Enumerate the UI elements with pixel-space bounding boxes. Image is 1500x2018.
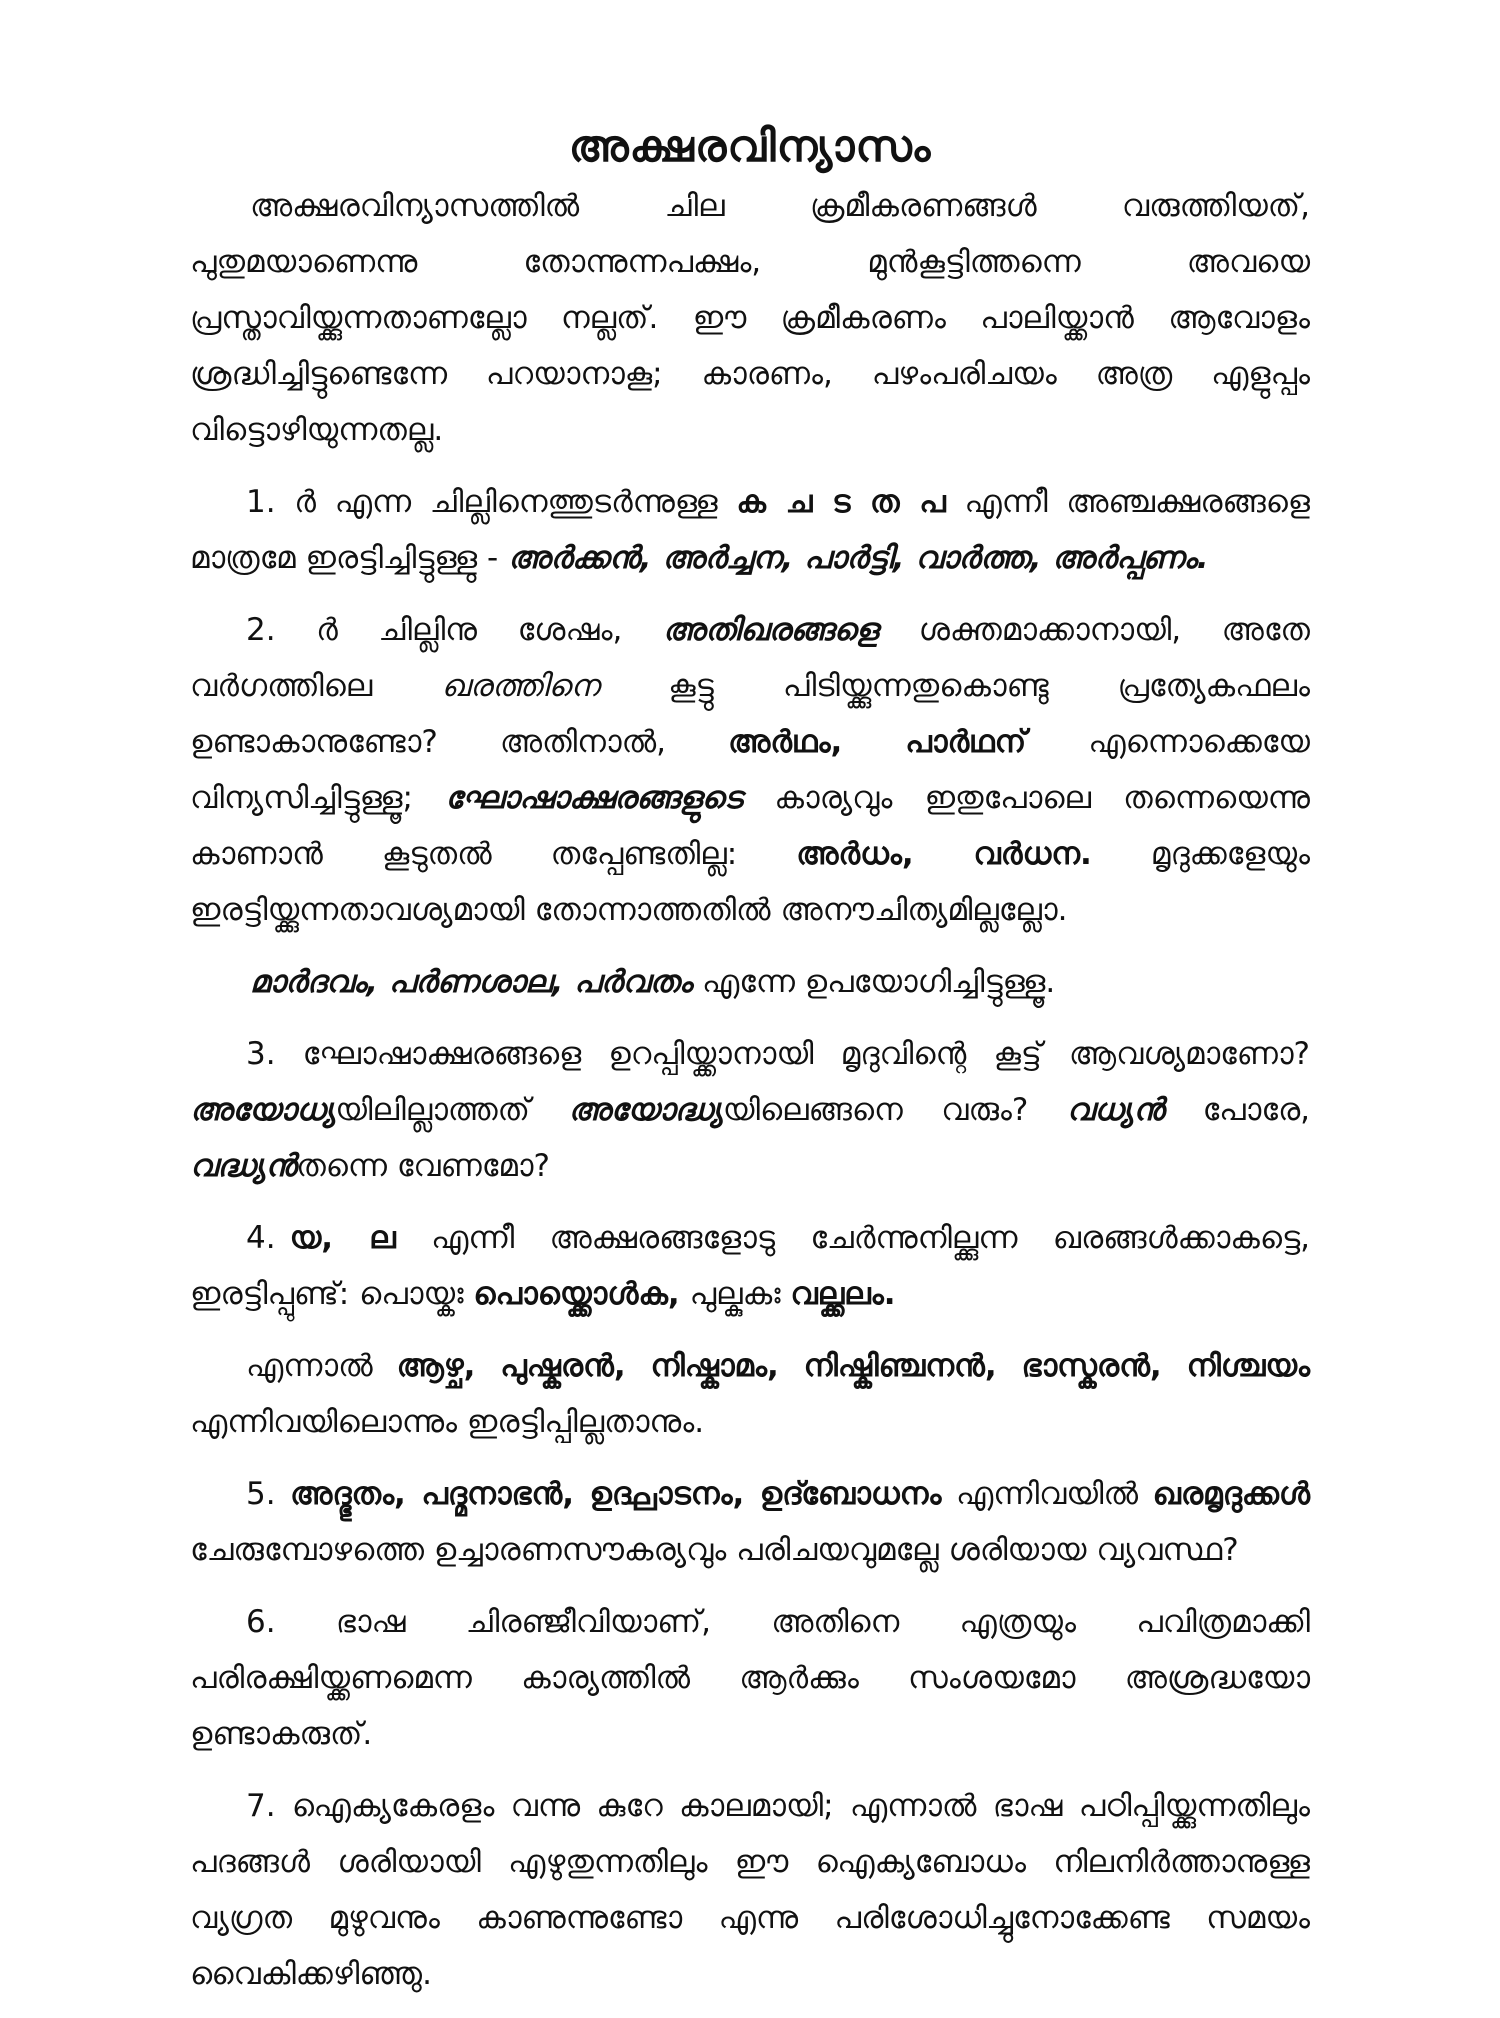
rule-4-letters: യ, ല [289,1220,396,1256]
rule-2-paragraph [190,602,1310,938]
rule-4-example-2: വല്ക്കലം. [790,1276,896,1312]
rule-1-text-2: എന്നീ അഞ്ചക്ഷരങ്ങളെ മാത്രമേ ഇരട്ടിച്ചിട്ടുള്ളു - [190,484,1311,576]
rule-4-followup [190,1338,1310,1450]
rule-2-term-1: അതിഖരങ്ങളെ [662,612,879,648]
rule-2-text-5: കാര്യവും ഇതുപോലെ തന്നെയെന്നു കാണാൻ കൂടുതൽ തപ്പേണ്ടതില്ല: [190,780,1311,872]
rule-6-paragraph: 6. ഭാഷ ചിരഞ്ജീവിയാണ്, അതിനെ എത്രയും പവിത്രമാക്കി പരിരക്ഷിയ്ക്കണമെന്ന കാര്യത്തിൽ ആർക്കും സംശയമോ അശ്രദ്ധയോ ഉണ്ടാകരുത്. [190,1604,1310,1752]
rule-4-example-1: പൊയ്ക്കൊൾക, [473,1276,680,1312]
rule-4-text-2: പുല്കുകഃ [689,1276,781,1312]
rule-1-text: 1. ർ എന്ന ചില്ലിനെത്തുടർന്നുള്ള [246,484,718,520]
rule-3-term-1: അയോധ്യ [190,1092,336,1128]
rule-3-text-2: യിലില്ലാത്തത് [335,1092,531,1128]
rule-2-text: 2. ർ ചില്ലിനു ശേഷം, [246,612,623,648]
rule-2-followup [190,954,1310,1010]
rule-2-text-6: മൃദുക്കളേയും ഇരട്ടിയ്ക്കുന്നതാവശ്യമായി തോന്നാത്തതിൽ അനൗചിത്യമില്ലല്ലോ. [190,836,1311,928]
rule-2-term-3: ഘോഷാക്ഷരങ്ങളുടെ [445,780,743,816]
rule-2-text-3: കൂട്ടു പിടിയ്ക്കുന്നതുകൊണ്ടു പ്രത്യേകഫലം ഉണ്ടാകാനുണ്ടോ? അതിനാൽ, [190,668,1310,760]
rule-2-examples-1: അർഥം, പാർഥന് [728,724,1027,760]
rule-3-text-3: യിലെങ്ങനെ വരും? [722,1092,1029,1128]
rule-3-text-4: പോരേ, [1202,1092,1311,1128]
rule-4-text: എന്നീ അക്ഷരങ്ങളോടു ചേർന്നുനില്ക്കുന്ന ഖരങ്ങൾക്കാകട്ടെ, ഇരട്ടിപ്പുണ്ട്: പൊയ്കഃ [190,1220,1310,1312]
rule-3-term-4: വദ്ധ്യൻ [190,1148,297,1184]
rule-4-followup-examples: ആഴ്ച, പുഷ്കരൻ, നിഷ്കാമം, നിഷ്കിഞ്ചനൻ, ഭാസ്കരൻ, നിശ്ചയം [396,1348,1310,1384]
rule-5-number: 5. [246,1476,276,1512]
rule-3-text-5: തന്നെ വേണമോ? [296,1148,550,1184]
intro-paragraph: അക്ഷരവിന്യാസത്തിൽ ചില ക്രമീകരണങ്ങൾ വരുത്തിയത്, പുതുമയാണെന്നു തോന്നുന്നപക്ഷം, മുൻകൂട്ടിത്തന്നെ അവയെ പ്രസ്താവിയ്ക്കുന്നതാണല്ലോ നല്ലത്. ഈ ക്രമീകരണം പാലിയ്ക്കാൻ ആവോളം ശ്രദ്ധിച്ചിട്ടുണ്ടെന്നേ പറയാനാകൂ; കാരണം, പഴംപരിചയം അത്ര എളുപ്പം വിട്ടൊഴിയുന്നതല്ല. [190,188,1310,448]
rule-5-term: ഖരമൃദുക്കൾ [1152,1476,1310,1512]
document-body [190,178,1310,2018]
rule-5-text: എന്നിവയിൽ [955,1476,1139,1512]
rule-2-examples-2: അർധം, വർധന. [796,836,1092,872]
rule-7-paragraph: 7. ഐക്യകേരളം വന്നു കുറേ കാലമായി; എന്നാൽ ഭാഷ പഠിപ്പിയ്ക്കുന്നതിലും പദങ്ങൾ ശരിയായി എഴുതുന്നതിലും ഈ ഐക്യബോധം നിലനിർത്താനുള്ള വ്യഗ്രത മുഴുവനും കാണുന്നുണ്ടോ എന്നു പരിശോധിച്ചുനോക്കേണ്ട സമയം വൈകിക്കഴിഞ്ഞു. [190,1788,1310,1992]
rule-1-letters: ക ച ട ത പ [736,484,946,520]
rule-4-paragraph [190,1210,1310,1322]
rule-4-followup-text: എന്നാൽ [246,1348,373,1384]
rule-4-followup-text-2: എന്നിവയിലൊന്നും ഇരട്ടിപ്പില്ലതാനും. [190,1404,705,1440]
rule-4-number: 4. [246,1220,276,1256]
rule-2-followup-examples: മാർദവം, പർണശാല, പർവതം [250,964,693,1000]
rule-2-text-4: എന്നൊക്കെയേ വിന്യസിച്ചിട്ടുള്ളൂ; [190,724,1310,816]
rule-5-paragraph [190,1466,1310,1578]
rule-3-text: 3. ഘോഷാക്ഷരങ്ങളെ ഉറപ്പിയ്ക്കാനായി മൃദുവിന്റെ കൂട്ട് ആവശ്യമാണോ? [246,1036,1310,1072]
rule-1-paragraph [190,474,1310,586]
rule-1-examples: അർക്കൻ, അർച്ചന, പാർട്ടി, വാർത്ത, അർപ്പണം. [508,540,1209,576]
rule-2-term-2: ഖരത്തിനെ [441,668,600,704]
rule-2-followup-text: എന്നേ ഉപയോഗിച്ചിട്ടുള്ളൂ. [701,964,1056,1000]
page-title: അക്ഷരവിന്യാസം [568,121,932,173]
rule-5-text-2: ചേരുമ്പോഴത്തെ ഉച്ചാരണസൗകര്യവും പരിചയവുമല്ലേ ശരിയായ വ്യവസ്ഥ? [190,1532,1239,1568]
rule-2-text-2: ശക്തമാക്കാനായി, അതേ വർഗത്തിലെ [190,612,1310,704]
rule-3-paragraph [190,1026,1310,1194]
rule-3-term-2: അയോദ്ധ്യ [568,1092,723,1128]
rule-5-examples: അദ്ഭുതം, പദ്മനാഭൻ, ഉദ്ഘാടനം, ഉദ്ബോധനം [290,1476,942,1512]
rule-3-term-3: വധ്യൻ [1066,1092,1165,1128]
